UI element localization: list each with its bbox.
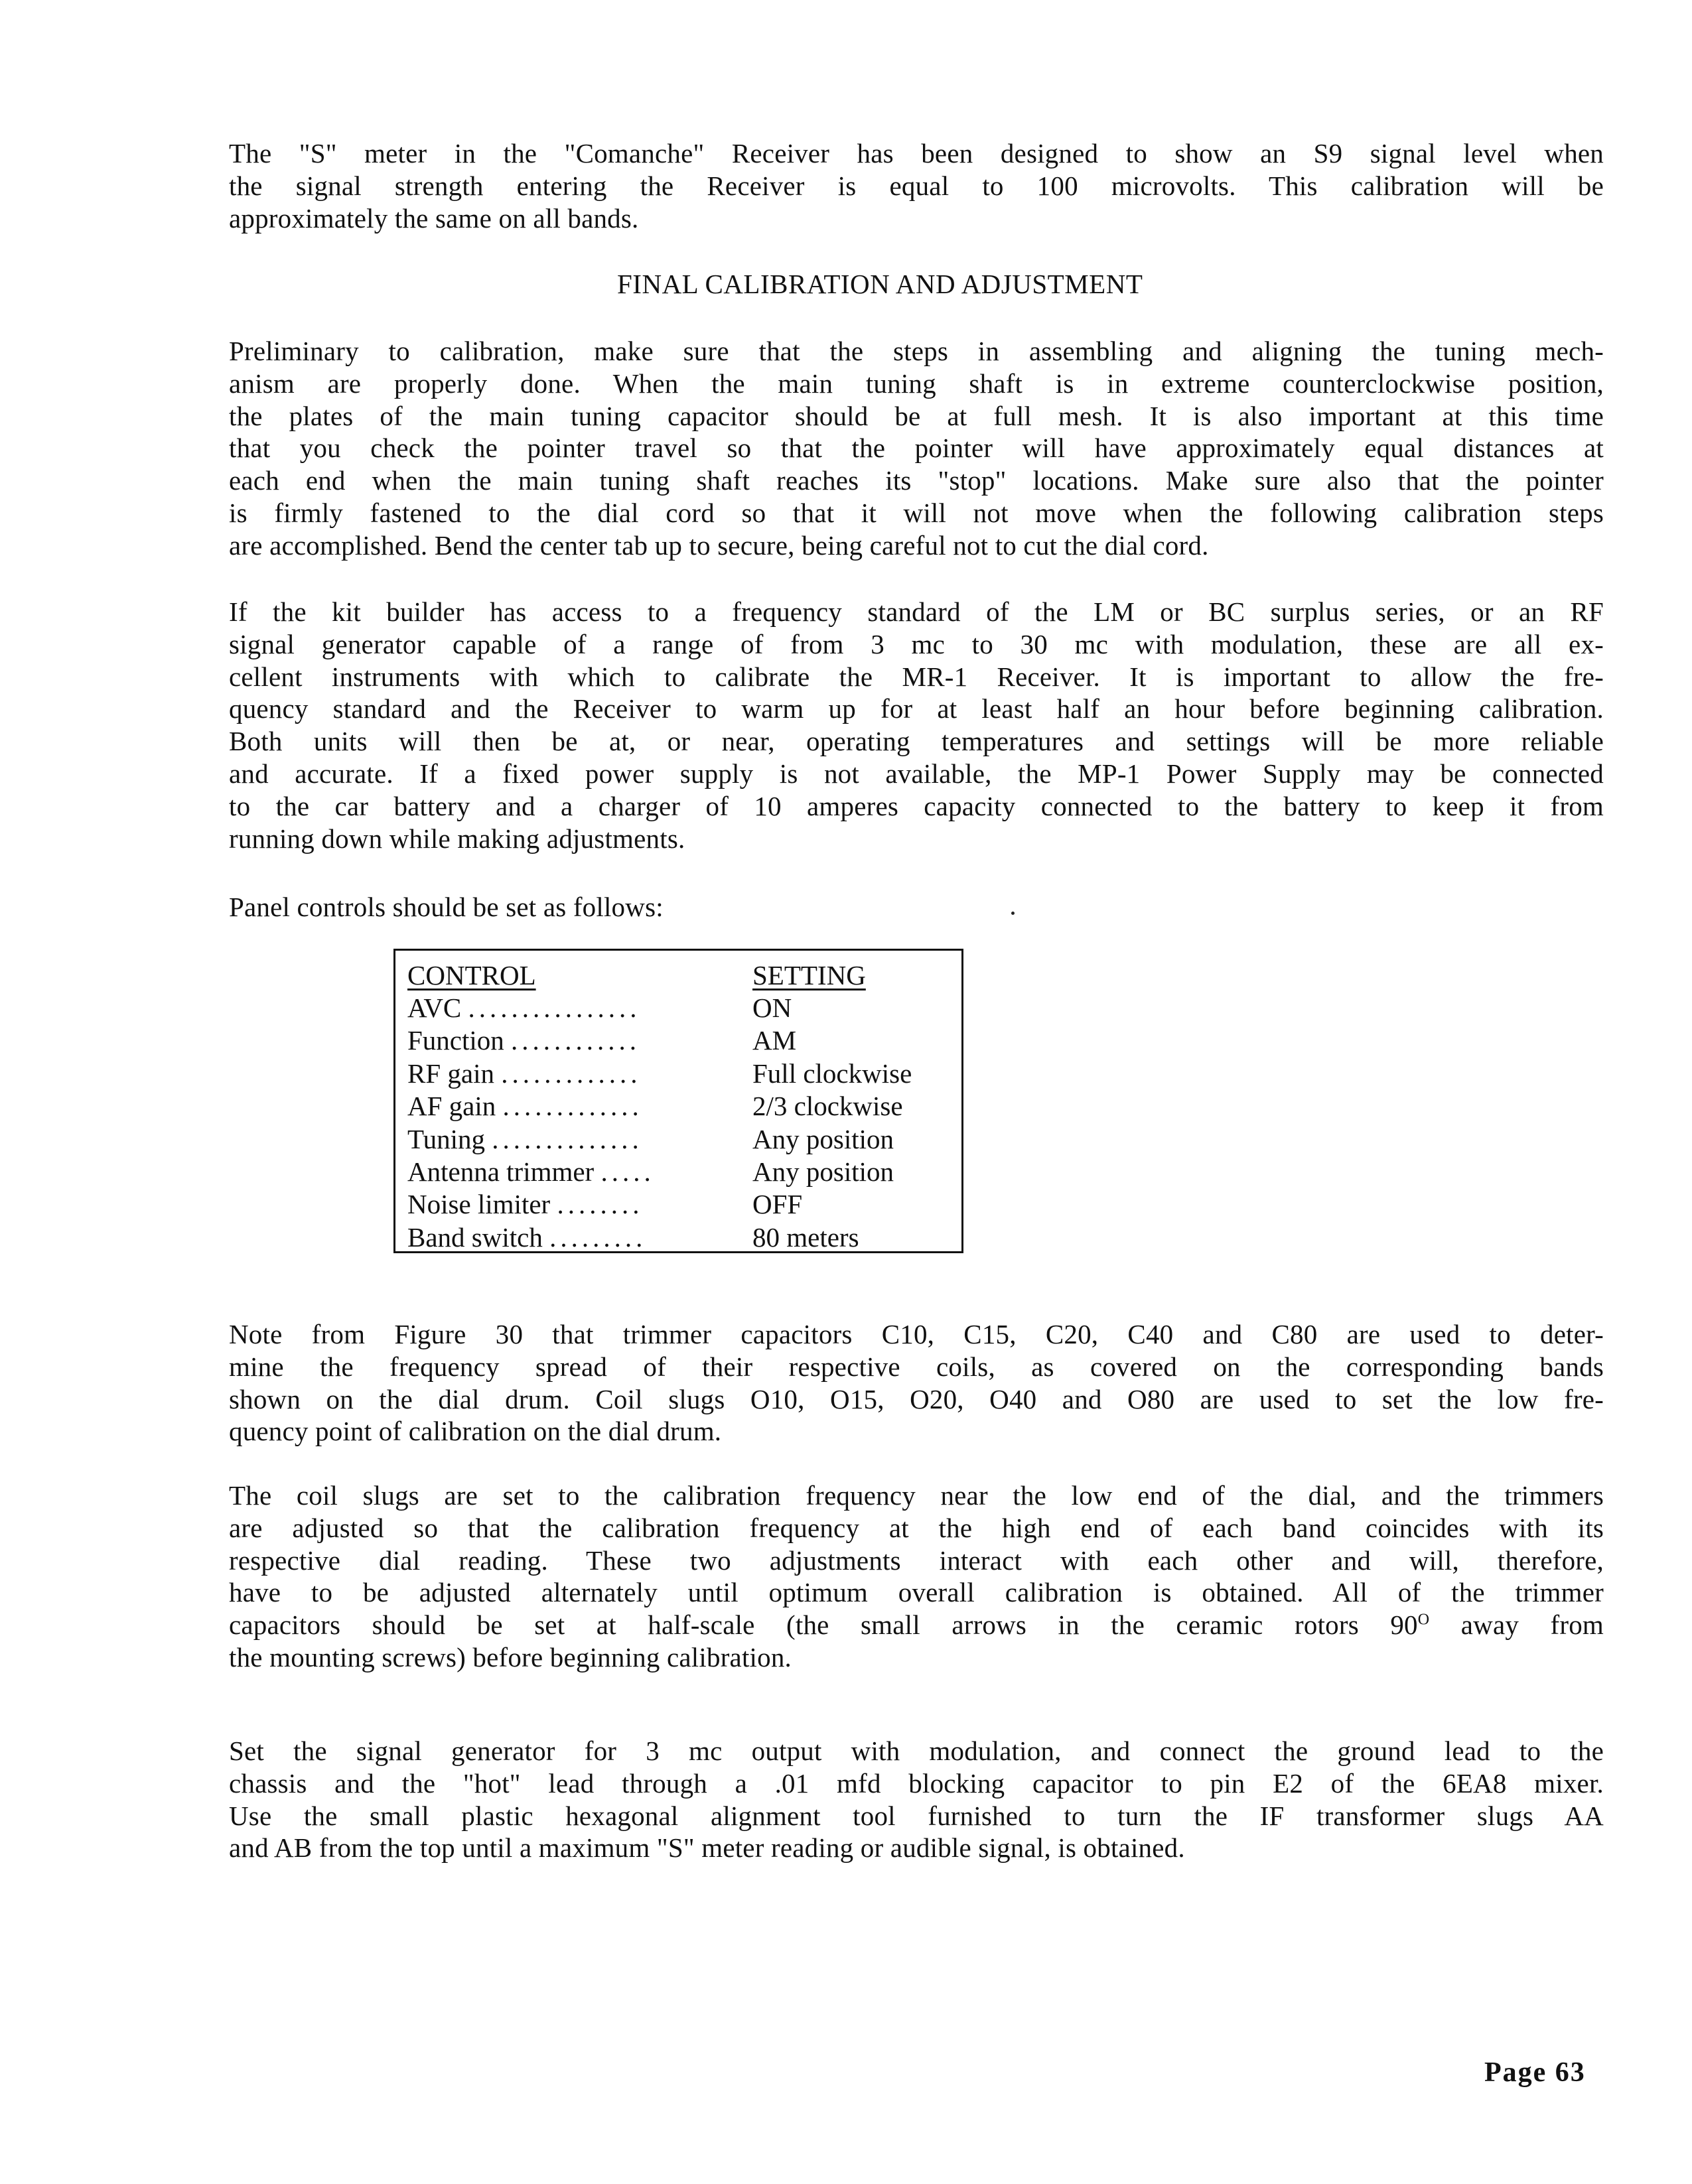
- text-line: The coil slugs are set to the calibration frequency near the low end of the dial, and the trimmers: [229, 1480, 1604, 1511]
- degree-superscript: O: [1417, 1611, 1430, 1629]
- text-span: capacitors should be set at half-scale (the small arrows in the ceramic rotors 90: [229, 1609, 1418, 1641]
- text-line: chassis and the "hot" lead through a .01 mfd blocking capacitor to pin E2 of the 6EA8 mixer.: [229, 1767, 1604, 1799]
- intro-paragraph: [229, 137, 1604, 234]
- text-line: the mounting screws) before beginning calibration.: [229, 1641, 792, 1672]
- text-line: signal generator capable of a range of from 3 mc to 30 mc with modulation, these are all ex-: [229, 628, 1604, 659]
- control-setting: Any position: [752, 1124, 894, 1154]
- text-line: are accomplished. Bend the center tab up to secure, being careful not to cut the dial cord.: [229, 529, 1209, 561]
- text-line: [229, 1609, 1604, 1641]
- control-setting: Full clockwise: [752, 1058, 912, 1089]
- control-name: Antenna trimmer: [407, 1156, 595, 1187]
- scan-speck: [1011, 912, 1015, 915]
- leader-dots: ................: [468, 992, 641, 1023]
- text-line: Panel controls should be set as follows:: [229, 892, 664, 922]
- text-line: If the kit builder has access to a frequency standard of the LM or BC surplus series, or an RF: [229, 596, 1604, 627]
- table-row: [407, 1123, 958, 1156]
- leader-dots: .............: [501, 1058, 642, 1089]
- leader-dots: .............: [502, 1091, 643, 1121]
- text-line: Note from Figure 30 that trimmer capacitors C10, C15, C20, C40 and C80 are used to deter-: [229, 1319, 1604, 1349]
- leader-dots: ............: [511, 1025, 641, 1056]
- text-line: the plates of the main tuning capacitor should be at full mesh. It is also important at this time: [229, 400, 1604, 431]
- page-number: Page 63: [1484, 2057, 1586, 2088]
- text-line: approximately the same on all bands.: [229, 202, 639, 234]
- note-paragraph: [229, 1318, 1604, 1448]
- kit-builder-paragraph: [229, 596, 1604, 854]
- leader-dots: .........: [549, 1222, 647, 1253]
- control-name: Noise limiter: [407, 1189, 551, 1219]
- control-name: RF gain: [407, 1058, 494, 1089]
- text-line: shown on the dial drum. Coil slugs O10, O15, O20, O40 and O80 are used to set the low fre-: [229, 1383, 1604, 1414]
- text-line: each end when the main tuning shaft reaches its "stop" locations. Make sure also that the pointer: [229, 465, 1604, 496]
- text-line: that you check the pointer travel so that the pointer will have approximately equal distances at: [229, 433, 1604, 464]
- control-name: Band switch: [407, 1222, 543, 1253]
- table-row: [407, 1221, 958, 1254]
- control-setting: ON: [752, 992, 792, 1023]
- column-header-setting: SETTING: [752, 960, 866, 990]
- text-line: and AB from the top until a maximum "S" meter reading or audible signal, is obtained.: [229, 1832, 1185, 1864]
- table-row: [407, 992, 958, 1024]
- text-line: quency standard and the Receiver to warm up for at least half an hour before beginning calibration.: [229, 693, 1604, 724]
- control-name: Function: [407, 1025, 504, 1056]
- text-line: have to be adjusted alternately until optimum overall calibration is obtained. All of the trimmer: [229, 1577, 1604, 1608]
- text-line: cellent instruments with which to calibrate the MR-1 Receiver. It is important to allow the fre-: [229, 661, 1604, 692]
- table-row: [407, 1188, 958, 1221]
- leader-dots: ..............: [492, 1124, 643, 1154]
- text-line: Set the signal generator for 3 mc output with modulation, and connect the ground lead to the: [229, 1736, 1604, 1766]
- text-line: anism are properly done. When the main tuning shaft is in extreme counterclockwise position,: [229, 368, 1604, 399]
- control-setting: Any position: [752, 1156, 894, 1187]
- column-header-control: CONTROL: [407, 960, 536, 990]
- table-header: [407, 959, 958, 992]
- table-row: [407, 1090, 958, 1123]
- text-line: and accurate. If a fixed power supply is not available, the MP-1 Power Supply may be connected: [229, 758, 1604, 789]
- text-line: Both units will then be at, or near, operating temperatures and settings will be more reliable: [229, 726, 1604, 757]
- control-name: AVC: [407, 992, 462, 1023]
- table-row: [407, 1024, 958, 1057]
- text-line: Use the small plastic hexagonal alignment tool furnished to turn the IF transformer slugs AA: [229, 1800, 1604, 1831]
- control-name: AF gain: [407, 1091, 496, 1121]
- control-setting: OFF: [752, 1189, 803, 1219]
- preliminary-paragraph: [229, 335, 1604, 562]
- text-line: are adjusted so that the calibration frequency at the high end of each band coincides with its: [229, 1512, 1604, 1543]
- signal-generator-paragraph: [229, 1735, 1604, 1864]
- text-line: The "S" meter in the "Comanche" Receiver has been designed to show an S9 signal level when: [229, 138, 1604, 169]
- text-line: is firmly fastened to the dial cord so that it will not move when the following calibration steps: [229, 497, 1604, 528]
- section-heading: FINAL CALIBRATION AND ADJUSTMENT: [617, 269, 1143, 299]
- leader-dots: ........: [557, 1189, 644, 1219]
- text-line: Preliminary to calibration, make sure that the steps in assembling and aligning the tuning mech-: [229, 336, 1604, 366]
- table-row: [407, 1156, 958, 1188]
- leader-dots: .....: [600, 1156, 655, 1187]
- control-setting: 2/3 clockwise: [752, 1091, 903, 1121]
- control-setting: AM: [752, 1025, 797, 1056]
- text-line: to the car battery and a charger of 10 amperes capacity connected to the battery to keep it from: [229, 790, 1604, 821]
- text-span: away from: [1429, 1609, 1604, 1641]
- panel-controls-intro: [229, 891, 1604, 923]
- text-line: quency point of calibration on the dial drum.: [229, 1416, 722, 1447]
- text-line: mine the frequency spread of their respective coils, as covered on the corresponding bands: [229, 1351, 1604, 1382]
- coil-slugs-paragraph: [229, 1479, 1604, 1674]
- text-line: respective dial reading. These two adjustments interact with each other and will, therefore,: [229, 1544, 1604, 1576]
- control-name: Tuning: [407, 1124, 485, 1154]
- panel-controls-table: [393, 949, 963, 1253]
- text-line: the signal strength entering the Receiver is equal to 100 microvolts. This calibration will be: [229, 170, 1604, 201]
- table-row: [407, 1058, 958, 1090]
- control-setting: 80 meters: [752, 1222, 859, 1253]
- text-line: running down while making adjustments.: [229, 823, 685, 854]
